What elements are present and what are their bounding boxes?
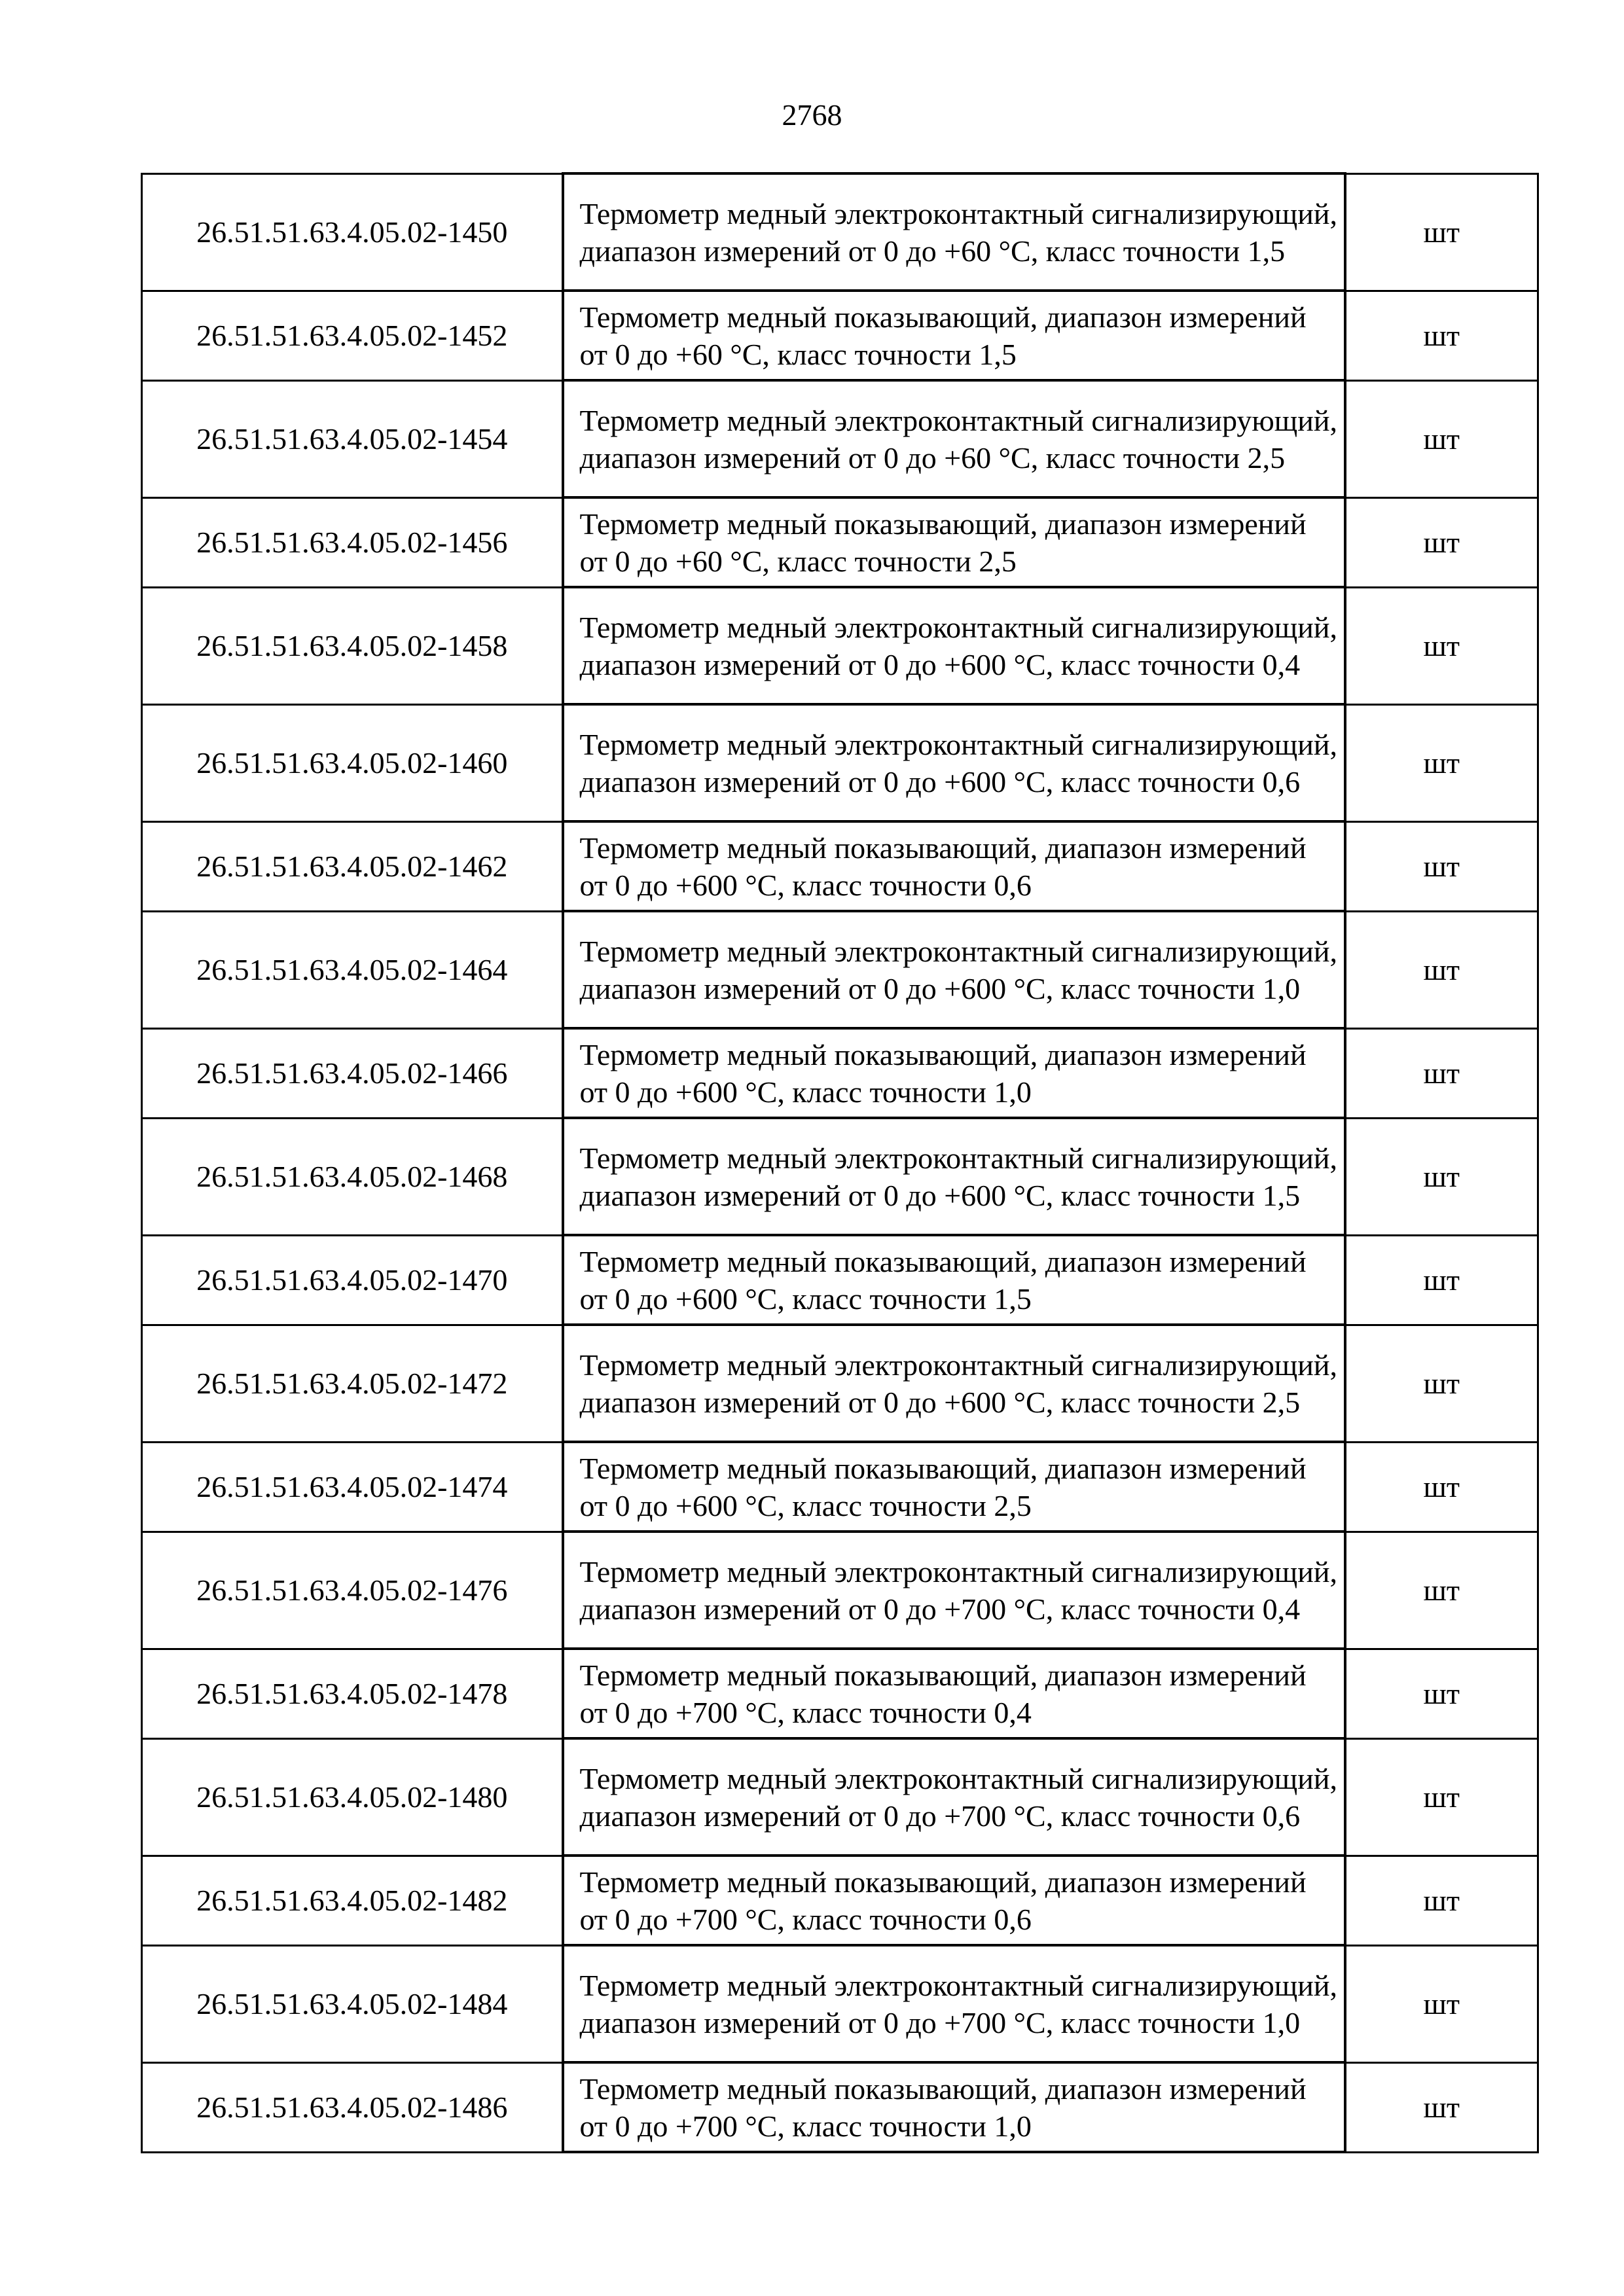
resource-code: 26.51.51.63.4.05.02-1474 — [142, 1442, 563, 1532]
table-row — [142, 1325, 1538, 1442]
resource-description: Термометр медный показывающий, диапазон измерений от 0 до +60 °С, класс точности 2,5 — [563, 497, 1345, 587]
unit-of-measure: шт — [1345, 1738, 1538, 1856]
resource-code: 26.51.51.63.4.05.02-1476 — [142, 1532, 563, 1649]
unit-of-measure: шт — [1345, 821, 1538, 911]
resource-code: 26.51.51.63.4.05.02-1458 — [142, 587, 563, 704]
unit-of-measure: шт — [1345, 704, 1538, 821]
resource-code: 26.51.51.63.4.05.02-1478 — [142, 1649, 563, 1738]
table-row — [142, 1028, 1538, 1118]
unit-of-measure: шт — [1345, 1325, 1538, 1442]
unit-of-measure: шт — [1345, 497, 1538, 587]
resource-description: Термометр медный показывающий, диапазон измерений от 0 до +700 °С, класс точности 0,4 — [563, 1649, 1345, 1738]
unit-of-measure: шт — [1345, 1235, 1538, 1325]
unit-of-measure: шт — [1345, 380, 1538, 497]
resource-description: Термометр медный электроконтактный сигнализирующий, диапазон измерений от 0 до +600 °С, класс точности 1,0 — [563, 911, 1345, 1028]
resource-description: Термометр медный электроконтактный сигнализирующий, диапазон измерений от 0 до +600 °С, класс точности 1,5 — [563, 1118, 1345, 1235]
table-row — [142, 291, 1538, 380]
resource-description: Термометр медный показывающий, диапазон измерений от 0 до +700 °С, класс точности 1,0 — [563, 2062, 1345, 2152]
page-number: 2768 — [782, 98, 842, 132]
table-row — [142, 380, 1538, 497]
unit-of-measure: шт — [1345, 2062, 1538, 2152]
resource-code: 26.51.51.63.4.05.02-1482 — [142, 1856, 563, 1945]
resource-description: Термометр медный показывающий, диапазон измерений от 0 до +600 °С, класс точности 2,5 — [563, 1442, 1345, 1532]
table-row — [142, 1532, 1538, 1649]
unit-of-measure: шт — [1345, 1532, 1538, 1649]
resource-description: Термометр медный показывающий, диапазон измерений от 0 до +600 °С, класс точности 1,5 — [563, 1235, 1345, 1325]
table-row — [142, 497, 1538, 587]
resource-code: 26.51.51.63.4.05.02-1470 — [142, 1235, 563, 1325]
unit-of-measure: шт — [1345, 291, 1538, 380]
resource-description: Термометр медный показывающий, диапазон измерений от 0 до +600 °С, класс точности 0,6 — [563, 821, 1345, 911]
table-row — [142, 173, 1538, 291]
unit-of-measure: шт — [1345, 1442, 1538, 1532]
unit-of-measure: шт — [1345, 1856, 1538, 1945]
unit-of-measure: шт — [1345, 173, 1538, 291]
resource-code: 26.51.51.63.4.05.02-1460 — [142, 704, 563, 821]
resource-description: Термометр медный электроконтактный сигнализирующий, диапазон измерений от 0 до +60 °С, класс точности 2,5 — [563, 380, 1345, 497]
table-row — [142, 587, 1538, 704]
unit-of-measure: шт — [1345, 1028, 1538, 1118]
unit-of-measure: шт — [1345, 1945, 1538, 2062]
resource-description: Термометр медный электроконтактный сигнализирующий, диапазон измерений от 0 до +600 °С, класс точности 0,4 — [563, 587, 1345, 704]
resource-description: Термометр медный показывающий, диапазон измерений от 0 до +700 °С, класс точности 0,6 — [563, 1856, 1345, 1945]
table-row — [142, 1856, 1538, 1945]
table-row — [142, 1738, 1538, 1856]
table-row — [142, 1649, 1538, 1738]
resource-description: Термометр медный электроконтактный сигнализирующий, диапазон измерений от 0 до +700 °С, класс точности 1,0 — [563, 1945, 1345, 2062]
resource-code: 26.51.51.63.4.05.02-1466 — [142, 1028, 563, 1118]
resource-code: 26.51.51.63.4.05.02-1464 — [142, 911, 563, 1028]
resource-code: 26.51.51.63.4.05.02-1452 — [142, 291, 563, 380]
resource-description: Термометр медный электроконтактный сигнализирующий, диапазон измерений от 0 до +700 °С, класс точности 0,6 — [563, 1738, 1345, 1856]
resource-code: 26.51.51.63.4.05.02-1486 — [142, 2062, 563, 2152]
resource-table — [141, 172, 1539, 2153]
resource-description: Термометр медный показывающий, диапазон измерений от 0 до +60 °С, класс точности 1,5 — [563, 291, 1345, 380]
table-row — [142, 704, 1538, 821]
resource-description: Термометр медный электроконтактный сигнализирующий, диапазон измерений от 0 до +600 °С, класс точности 0,6 — [563, 704, 1345, 821]
unit-of-measure: шт — [1345, 1118, 1538, 1235]
resource-description: Термометр медный показывающий, диапазон измерений от 0 до +600 °С, класс точности 1,0 — [563, 1028, 1345, 1118]
resource-code: 26.51.51.63.4.05.02-1450 — [142, 173, 563, 291]
resource-code: 26.51.51.63.4.05.02-1454 — [142, 380, 563, 497]
table-row — [142, 2062, 1538, 2152]
table-row — [142, 1118, 1538, 1235]
resource-description: Термометр медный электроконтактный сигнализирующий, диапазон измерений от 0 до +600 °С, класс точности 2,5 — [563, 1325, 1345, 1442]
resource-code: 26.51.51.63.4.05.02-1462 — [142, 821, 563, 911]
table-row — [142, 821, 1538, 911]
unit-of-measure: шт — [1345, 587, 1538, 704]
table-row — [142, 1442, 1538, 1532]
resource-code: 26.51.51.63.4.05.02-1484 — [142, 1945, 563, 2062]
resource-code: 26.51.51.63.4.05.02-1456 — [142, 497, 563, 587]
unit-of-measure: шт — [1345, 911, 1538, 1028]
resource-code: 26.51.51.63.4.05.02-1468 — [142, 1118, 563, 1235]
resource-code: 26.51.51.63.4.05.02-1480 — [142, 1738, 563, 1856]
resource-description: Термометр медный электроконтактный сигнализирующий, диапазон измерений от 0 до +700 °С, класс точности 0,4 — [563, 1532, 1345, 1649]
unit-of-measure: шт — [1345, 1649, 1538, 1738]
table-row — [142, 1945, 1538, 2062]
table-row — [142, 911, 1538, 1028]
resource-code: 26.51.51.63.4.05.02-1472 — [142, 1325, 563, 1442]
resource-description: Термометр медный электроконтактный сигнализирующий, диапазон измерений от 0 до +60 °С, класс точности 1,5 — [563, 173, 1345, 291]
table-row — [142, 1235, 1538, 1325]
